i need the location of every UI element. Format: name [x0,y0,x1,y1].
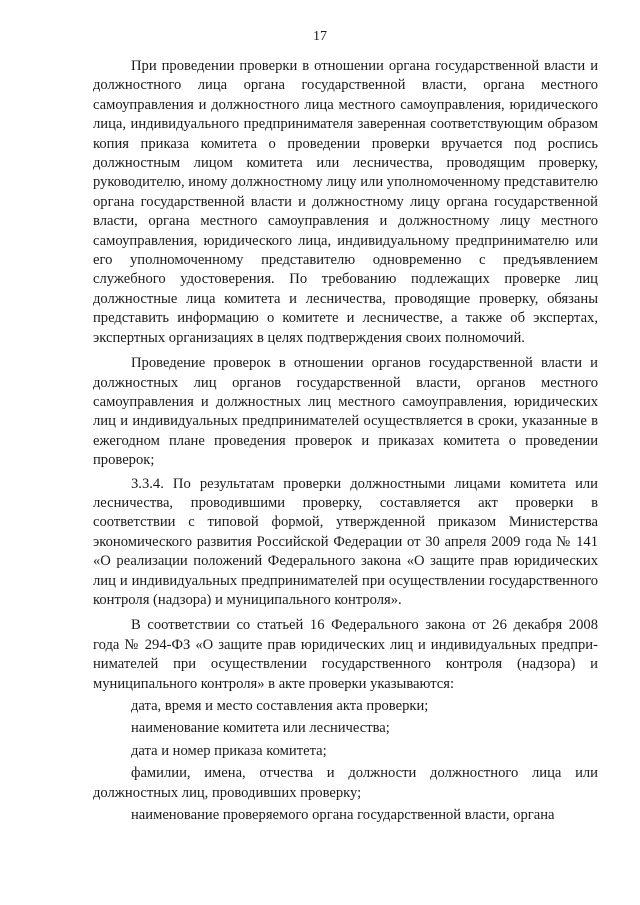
list-item: дата, время и место составления акта проверки; [131,698,429,714]
document-body [93,57,598,825]
list-item: наименование комитета или лесничества; [131,720,390,737]
list-item: фамилии, имена, отчества и должности должностного лица или должностных лиц, проводивших проверку; [93,765,598,801]
paragraph-inspection-schedule: Проведение проверок в отношении органов государственной власти и должностных лиц органов государственной власти, органов местного самоуправления и должностных лиц местного самоуправления, юридических лиц и индивидуальных предпринимателей осуществляется в сроки, указанные в ежегодном плане проведения проверок и приказах комитета о проведении проверок; [93,355,598,469]
paragraph-section-3-3-4: 3.3.4. По результатам проверки должностными лицами комитета или лесничества, проводившими проверку, составляется акт проверки в соответствии с типовой формой, утвержденной приказом Министерства экономического развития Российской Федерации от 30 апреля 2009 года № 141 «О реализации положений Федерального закона «О защите прав юридических лиц и индивидуальных предпринимателей при осуществлении государственного контроля (надзора) и муниципального контроля». [93,475,598,608]
list-item: наименование проверяемого органа государственной власти, органа [131,807,555,824]
page-number: 17 [313,29,327,44]
paragraph-act-contents-intro: В соответствии со статьей 16 Федерального закона от 26 декабря 2008 года № 294-ФЗ «О защите прав юридических лиц и индивидуальных предпринимателей при осуществлении государственного контроля (надзора) и муниципального контроля» в акте проверки указываются: [93,617,598,692]
paragraph-inspection-procedure: При проведении проверки в отношении органа государственной власти и должностного лица органа государственной власти, органа местного самоуправления и должностного лица местного самоуправления, юридического лица, индивидуального предпринимателя заверенная соответствующим образом копия приказа комитета о проведении проверки вручается под роспись должностным лицом комитета или лесничества, проводящим проверку, руководителю, иному должностному лицу или уполномоченному представителю органа государственной власти и должностному лицу органа государственной власти, органа местного самоуправления и должностному лицу местного самоуправления, юридического лица, индивидуальному предпринимателю или его уполномоченному представителю одновременно с предъявлением служебного удостоверения. По требованию подлежащих проверке лиц должностные лица комитета и лесничества, проводящие проверку, обязаны представить информацию о комитете и лесничестве, а также об экспертах, экспертных организациях в целях подтверждения своих полномочий. [93,58,598,346]
list-item: дата и номер приказа комитета; [131,742,327,759]
